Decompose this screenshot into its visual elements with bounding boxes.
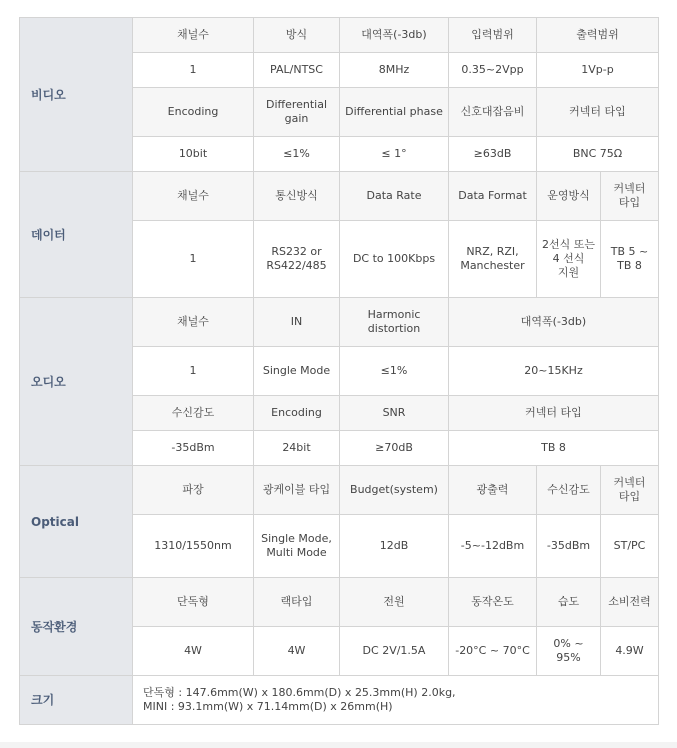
table-cell: -35dBm [537, 515, 601, 578]
table-cell: 1Vp-p [537, 53, 659, 88]
table-cell: 전원 [340, 578, 449, 627]
table-cell: BNC 75Ω [537, 137, 659, 172]
page-footer-band [0, 742, 677, 748]
table-cell: ≤1% [340, 347, 449, 396]
environment-header-row [20, 578, 659, 627]
table-cell: Single Mode, Multi Mode [254, 515, 340, 578]
table-cell: 습도 [537, 578, 601, 627]
table-cell: Harmonic distortion [340, 298, 449, 347]
table-cell: 광출력 [449, 466, 537, 515]
spec-table [19, 17, 659, 725]
table-cell: 커넥터 타입 [601, 172, 659, 221]
section-label-environment: 동작환경 [20, 578, 133, 676]
table-cell: 수신감도 [537, 466, 601, 515]
table-cell: 4.9W [601, 627, 659, 676]
table-cell: 방식 [254, 18, 340, 53]
table-cell: 0.35~2Vpp [449, 53, 537, 88]
table-cell: 커넥터 타입 [601, 466, 659, 515]
table-cell: Differential gain [254, 88, 340, 137]
table-cell: Differential phase [340, 88, 449, 137]
table-cell: 20~15KHz [449, 347, 659, 396]
table-cell: 8MHz [340, 53, 449, 88]
table-cell: -35dBm [133, 431, 254, 466]
table-cell: 2선식 또는 4 선식 지원 [537, 221, 601, 298]
table-cell: 출력범위 [537, 18, 659, 53]
section-label-data: 데이터 [20, 172, 133, 298]
table-cell: 1 [133, 221, 254, 298]
table-cell: 랙타입 [254, 578, 340, 627]
table-cell: -5~-12dBm [449, 515, 537, 578]
table-cell: 4W [133, 627, 254, 676]
table-cell: ≥70dB [340, 431, 449, 466]
table-cell: PAL/NTSC [254, 53, 340, 88]
table-cell: 입력범위 [449, 18, 537, 53]
table-cell: 1 [133, 53, 254, 88]
table-cell: ≤ 1° [340, 137, 449, 172]
table-cell: 신호대잡음비 [449, 88, 537, 137]
table-cell: NRZ, RZI, Manchester [449, 221, 537, 298]
audio-header-row-1 [20, 298, 659, 347]
size-line-mini: MINI : 93.1mm(W) x 71.14mm(D) x 26mm(H) [143, 700, 393, 713]
table-cell: IN [254, 298, 340, 347]
section-label-optical: Optical [20, 466, 133, 578]
table-cell: 동작온도 [449, 578, 537, 627]
table-cell: 24bit [254, 431, 340, 466]
table-cell: 통신방식 [254, 172, 340, 221]
table-cell: Encoding [254, 396, 340, 431]
table-cell: 10bit [133, 137, 254, 172]
table-cell: 4W [254, 627, 340, 676]
table-cell: 운영방식 [537, 172, 601, 221]
table-cell: 0% ~ 95% [537, 627, 601, 676]
table-cell: TB 8 [449, 431, 659, 466]
table-cell: DC 2V/1.5A [340, 627, 449, 676]
table-cell: Data Rate [340, 172, 449, 221]
size-description [133, 676, 659, 725]
table-cell: 채널수 [133, 172, 254, 221]
table-cell: 수신감도 [133, 396, 254, 431]
section-label-video: 비디오 [20, 18, 133, 172]
size-line-standalone: 단독형 : 147.6mm(W) x 180.6mm(D) x 25.3mm(H) 2.0kg, [143, 686, 456, 699]
table-cell: ≥63dB [449, 137, 537, 172]
table-cell: RS232 or RS422/485 [254, 221, 340, 298]
table-cell: 광케이블 타입 [254, 466, 340, 515]
data-header-row [20, 172, 659, 221]
video-header-row-1 [20, 18, 659, 53]
table-cell: 1310/1550nm [133, 515, 254, 578]
table-cell: 채널수 [133, 18, 254, 53]
table-cell: TB 5 ~ TB 8 [601, 221, 659, 298]
table-cell: ST/PC [601, 515, 659, 578]
table-cell: 1 [133, 347, 254, 396]
table-cell: SNR [340, 396, 449, 431]
section-label-audio: 오디오 [20, 298, 133, 466]
table-cell: 커넥터 타입 [537, 88, 659, 137]
table-cell: Encoding [133, 88, 254, 137]
section-label-size: 크기 [20, 676, 133, 725]
table-cell: 채널수 [133, 298, 254, 347]
table-cell: -20°C ~ 70°C [449, 627, 537, 676]
table-cell: 단독형 [133, 578, 254, 627]
table-cell: Single Mode [254, 347, 340, 396]
table-cell: Data Format [449, 172, 537, 221]
table-cell: 대역폭(-3db) [340, 18, 449, 53]
table-cell: DC to 100Kbps [340, 221, 449, 298]
table-cell: Budget(system) [340, 466, 449, 515]
optical-header-row [20, 466, 659, 515]
table-cell: 소비전력 [601, 578, 659, 627]
table-cell: 파장 [133, 466, 254, 515]
table-cell: 커넥터 타입 [449, 396, 659, 431]
table-cell: 12dB [340, 515, 449, 578]
table-cell: 대역폭(-3db) [449, 298, 659, 347]
table-cell: ≤1% [254, 137, 340, 172]
size-row [20, 676, 659, 725]
